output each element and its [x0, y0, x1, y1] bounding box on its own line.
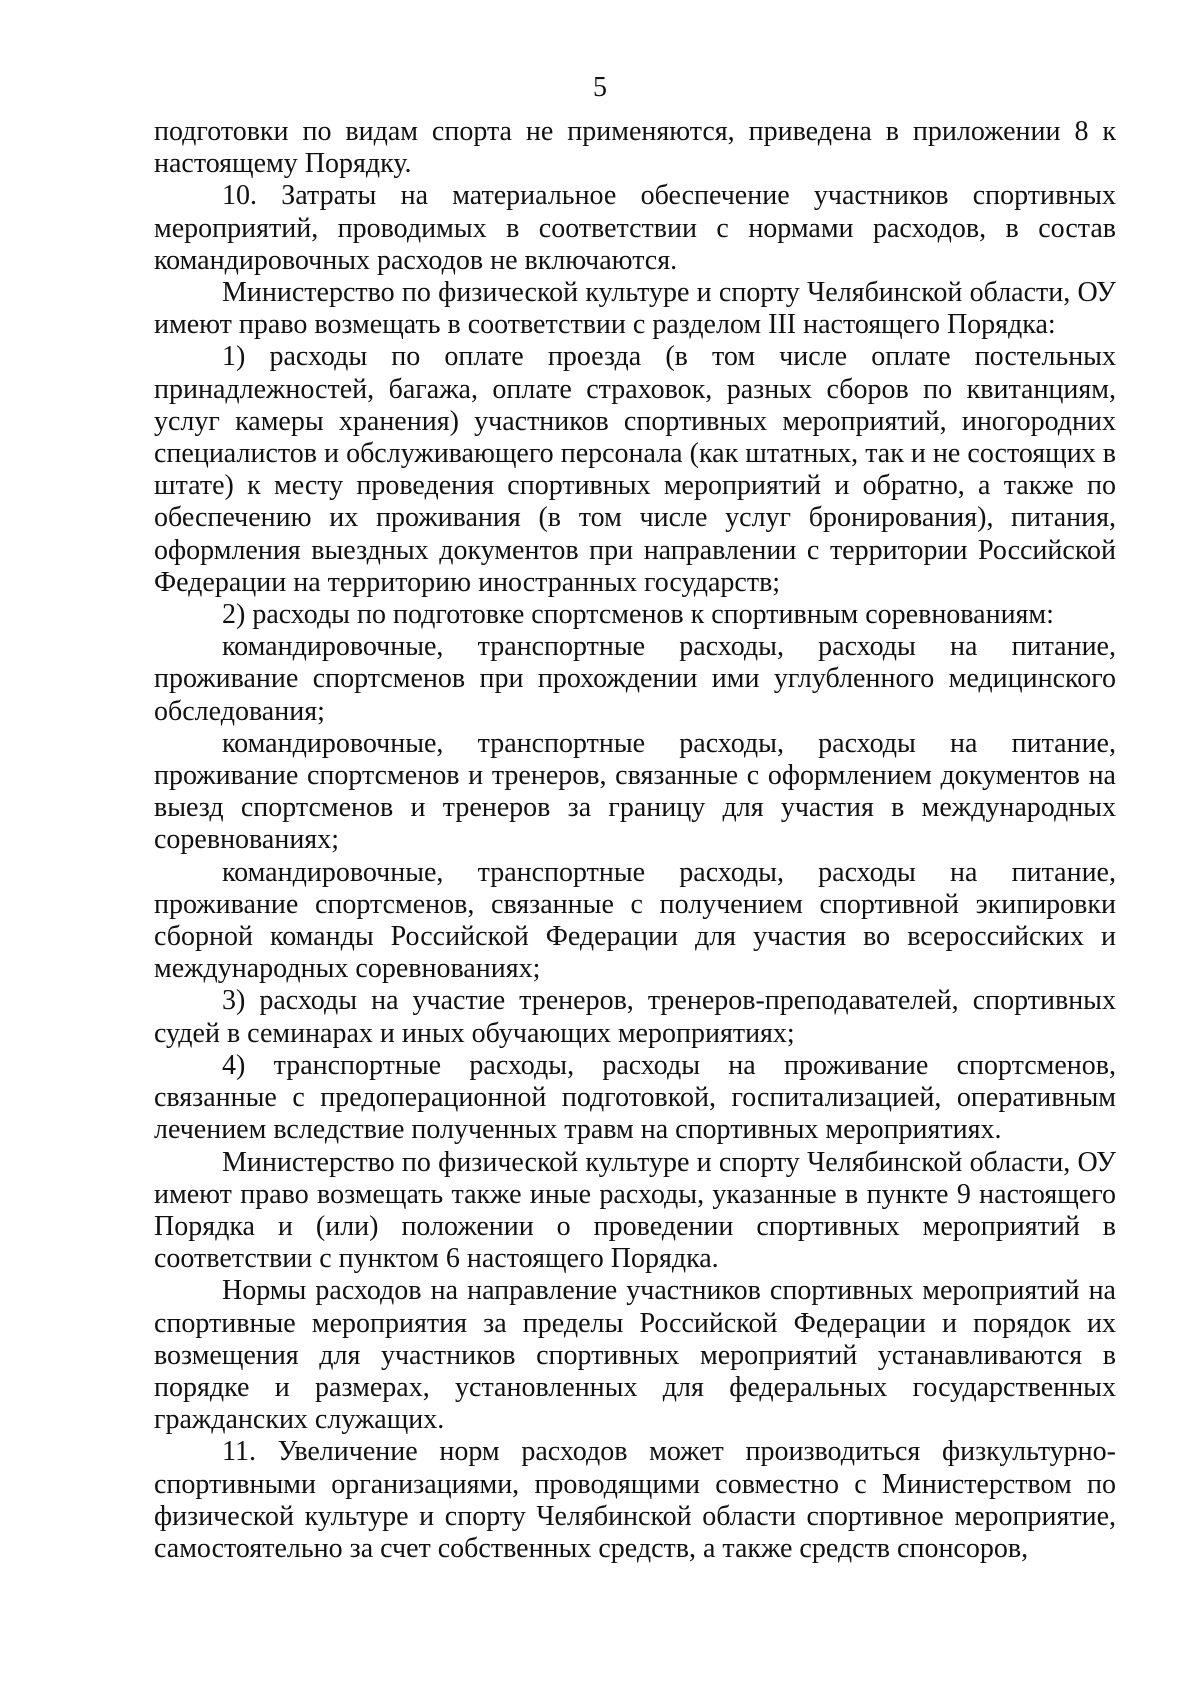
paragraph-subitem-documents: командировочные, транспортные расходы, расходы на питание, проживание спортсменов и тренеров, связанные с оформлением документов на выезд спортсменов и тренеров за границу для участия в международных соревнованиях;	[154, 727, 1116, 856]
paragraph-subitem-equipment: командировочные, транспортные расходы, расходы на питание, проживание спортсменов, связанные с получением спортивной экипировки сборной команды Российской Федерации для участия во всероссийских и международных соревнованиях;	[154, 856, 1116, 985]
paragraph-item-10: 10. Затраты на материальное обеспечение участников спортивных мероприятий, проводимых в соответствии с нормами расходов, в состав командировочных расходов не включаются.	[154, 180, 1116, 276]
paragraph-list-item-4: 4) транспортные расходы, расходы на проживание спортсменов, связанные с предоперационной подготовкой, госпитализацией, оперативным лечением вследствие полученных травм на спортивных мероприятиях.	[154, 1049, 1116, 1146]
document-body	[154, 116, 1116, 1565]
paragraph-item-11: 11. Увеличение норм расходов может производиться физкультурно-спортивными организациями, проводящими совместно с Министерством по физической культуре и спорту Челябинской области спортивное мероприятие, самостоятельно за счет собственных средств, а также средств спонсоров,	[154, 1436, 1116, 1564]
paragraph-foreign-norms: Нормы расходов на направление участников спортивных мероприятий на спортивные мероприятия за пределы Российской Федерации и порядок их возмещения для участников спортивных мероприятий устанавливаются в порядке и размерах, установленных для федеральных государственных гражданских служащих.	[154, 1275, 1116, 1436]
paragraph-list-item-2: 2) расходы по подготовке спортсменов к спортивным соревнованиям:	[222, 599, 1054, 631]
paragraph-list-item-1: 1) расходы по оплате проезда (в том числе оплате постельных принадлежностей, багажа, оплате страховок, разных сборов по квитанциям, услуг камеры хранения) участников спортивных мероприятий, иногородних специалистов и обслуживающего персонала (как штатных, так и не состоящих в штате) к месту проведения спортивных мероприятий и обратно, а также по обеспечению их проживания (в том числе услуг бронирования), питания, оформления выездных документов при направлении с территории Российской Федерации на территорию иностранных государств;	[154, 341, 1116, 598]
paragraph-ministry-rights: Министерство по физической культуре и спорту Челябинской области, ОУ имеют право возмещать в соответствии с разделом III настоящего Порядка:	[154, 277, 1116, 341]
paragraph-continuation: подготовки по видам спорта не применяются, приведена в приложении 8 к настоящему Порядку.	[154, 116, 1116, 180]
paragraph-subitem-medical: командировочные, транспортные расходы, расходы на питание, проживание спортсменов при прохождении ими углубленного медицинского обследования;	[154, 631, 1116, 727]
paragraph-other-expenses: Министерство по физической культуре и спорту Челябинской области, ОУ имеют право возмещать также иные расходы, указанные в пункте 9 настоящего Порядка и (или) положении о проведении спортивных мероприятий в соответствии с пунктом 6 настоящего Порядка.	[154, 1146, 1116, 1275]
paragraph-list-item-3: 3) расходы на участие тренеров, тренеров-преподавателей, спортивных судей в семинарах и иных обучающих мероприятиях;	[154, 985, 1116, 1049]
page-number: 5	[593, 72, 607, 103]
